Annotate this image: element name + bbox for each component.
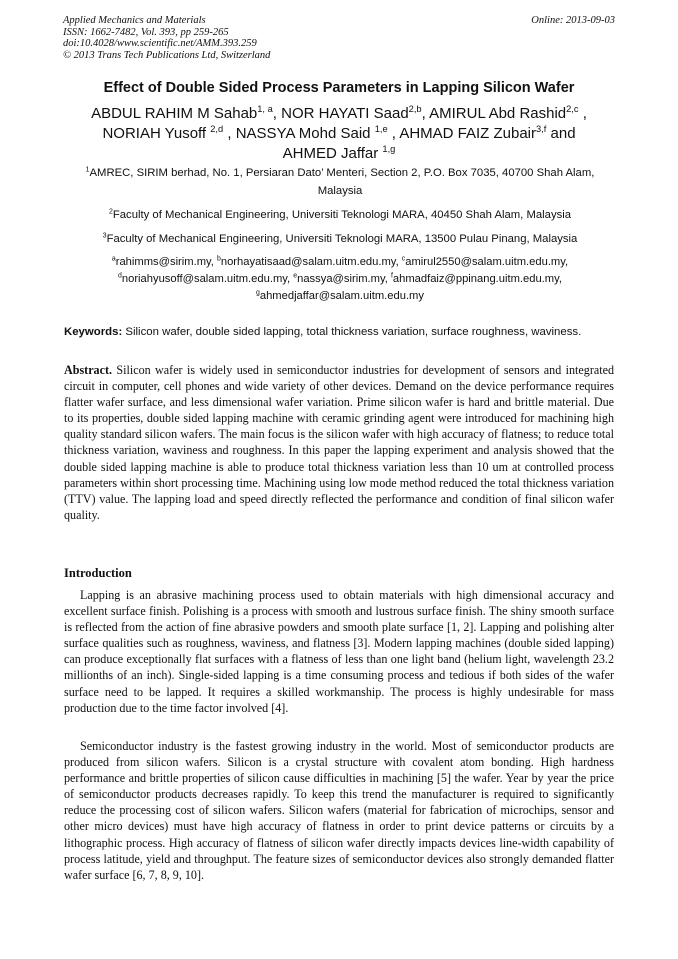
affiliation-text: AMREC, SIRIM berhad, No. 1, Persiaran Dato’ Menteri, Section 2, P.O. Box 7035, 40700 Shah Alam, Malaysia: [89, 167, 595, 197]
paper-title: Effect of Double Sided Process Parameters in Lapping Silicon Wafer: [103, 80, 575, 96]
email-mark: b: [217, 255, 221, 263]
author-affiliation-mark: 2,d: [210, 123, 224, 134]
author-name: NORIAH Yusoff: [102, 125, 211, 142]
email-mark: e: [293, 272, 298, 280]
affiliation-1: [64, 165, 616, 200]
author-name: NASSYA Mohd Said: [235, 125, 375, 142]
author-affiliation-mark: 3,f: [536, 123, 547, 134]
keywords-label: Keywords:: [64, 326, 123, 338]
affiliation-mark: 3: [102, 232, 107, 240]
email-address[interactable]: rahimms@sirim.my: [115, 256, 211, 268]
author-separator: ,: [223, 125, 236, 142]
affiliation-text: Faculty of Mechanical Engineering, Universiti Teknologi MARA, 40450 Shah Alam, Malaysia: [112, 209, 572, 221]
affiliation-mark: 2: [108, 208, 113, 216]
section-heading-introduction: Introduction: [64, 566, 132, 580]
email-address[interactable]: ahmedjaffar@salam.uitm.edu.my: [259, 290, 424, 302]
email-address[interactable]: noriahyusoff@salam.uitm.edu.my: [121, 273, 288, 285]
author-name: AHMED Jaffar: [282, 145, 383, 162]
issn-line: ISSN: 1662-7482, Vol. 393, pp 259-265: [63, 26, 229, 38]
author-separator: and: [546, 125, 576, 142]
author-affiliation-mark: 1, a: [257, 103, 273, 114]
email-mark: g: [256, 289, 260, 297]
author-affiliation-mark: 2,c: [566, 103, 579, 114]
email-separator: ,: [395, 256, 402, 268]
author-separator: ,: [578, 105, 587, 122]
email-separator: ,: [565, 256, 569, 268]
email-separator: ,: [287, 273, 294, 285]
email-address[interactable]: nassya@sirim.my: [297, 273, 385, 285]
affiliation-2: [64, 207, 616, 225]
doi-line: doi:10.4028/www.scientific.net/AMM.393.259: [63, 38, 257, 50]
author-affiliation-mark: 1,e: [374, 123, 388, 134]
abstract: [64, 362, 614, 523]
introduction-paragraph-1: Lapping is an abrasive machining process used to obtain materials with high dimensional accuracy and excellent surface finish. Polishing is a process with smooth and lustrous surface finish. The shiny smooth surface is reflected from the action of fine abrasive powders and smooth plate surface [1, 2]. Lapping and polishing alter surface qualities such as roughness, waviness, and flatness [3]. Modern lapping machines (double sided lapping) can produce exceptionally flat surfaces with a flatness of less than one light band (helium light, wavelength 23.2 millionths of an inch). Single-sided lapping is a time consuming process and tedious if both sides of the wafer surface need to be lapped. It requires a skilled workmanship. The process is highly undesirable for mass production due to the time factor involved [4].: [64, 588, 614, 715]
author-separator: ,: [387, 125, 400, 142]
author-separator: ,: [272, 105, 282, 122]
email-separator: ,: [558, 273, 562, 285]
author-name: ABDUL RAHIM M Sahab: [91, 105, 258, 122]
email-address[interactable]: norhayatisaad@salam.uitm.edu.my: [220, 256, 396, 268]
journal-name: Applied Mechanics and Materials: [63, 15, 206, 26]
abstract-label: Abstract.: [64, 363, 113, 377]
email-mark: d: [118, 272, 122, 280]
keywords-text: Silicon wafer, double sided lapping, total thickness variation, surface roughness, waviness.: [122, 326, 582, 338]
affiliation-3: [64, 231, 616, 249]
keywords: [64, 324, 614, 341]
email-mark: c: [401, 255, 406, 263]
introduction-paragraph-2: Semiconductor industry is the fastest growing industry in the world. Most of semiconductor products are produced from silicon wafers. Silicon is a crystal structure with covalent atom bonding. High hardness performance and brittle properties of silicon cause difficulties in machining [5] the wafer. Year by year the price of semiconductor products decreases rapidly. To keep this trend the manufacturer is required to significantly reduce the processing cost of silicon wafers. Silicon wafers (material for fabrication of microchips, sensor and other micro devices) must have high accuracy of flatness in order to print device patterns or circuits by a lithographic process. High accuracy of flatness of silicon wafer directly impacts devices line-width capability of process latitude, yield and throughput. The feature sizes of semiconductor devices also strongly demanded flatter wafer surface [6, 7, 8, 9, 10].: [64, 739, 614, 882]
email-list: [64, 254, 616, 305]
email-mark: a: [111, 255, 116, 263]
email-address[interactable]: amirul2550@salam.uitm.edu.my: [405, 256, 566, 268]
affiliation-mark: 1: [85, 166, 90, 174]
author-affiliation-mark: 1,g: [382, 143, 396, 154]
affiliation-text: Faculty of Mechanical Engineering, Universiti Teknologi MARA, 13500 Pulau Pinang, Malaysia: [106, 233, 578, 245]
author-affiliation-mark: 2,b: [408, 103, 422, 114]
journal-header: [63, 15, 270, 61]
email-address[interactable]: ahmadfaiz@ppinang.uitm.edu.my: [392, 273, 559, 285]
email-separator: ,: [384, 273, 391, 285]
email-mark: f: [390, 272, 393, 280]
email-separator: ,: [210, 256, 217, 268]
author-name: AMIRUL Abd Rashid: [429, 105, 567, 122]
author-name: AHMAD FAIZ Zubair: [399, 125, 537, 142]
author-name: NOR HAYATI Saad: [281, 105, 409, 122]
author-list: [58, 104, 620, 164]
online-date: Online: 2013-09-03: [531, 15, 615, 26]
copyright-line: © 2013 Trans Tech Publications Ltd, Switzerland: [63, 49, 271, 61]
author-separator: ,: [421, 105, 430, 122]
abstract-text: Silicon wafer is widely used in semiconductor industries for development of sensors and integrated circuit in computer, cell phones and wide variety of other devices. Demand on the device performance requires flatter wafer surface, and less dimensional wafer variation. Prime silicon wafer is hard and brittle material. Due to its properties, double sided lapping machine with ceramic grinding agent were introduced for machining high quality standard silicon wafers. The main focus is the silicon wafer with high accuracy of flatness; to reduce total thickness variation, waviness and roughness. In this paper the lapping experiment and analysis showed that the double sided lapping machine is able to produce total thickness variation less than 10 um at controlled process parameters within short processing time. Machining using low mode method reduced the total thickness variation (TTV) value. The lapping load and speed directly reflected the performance and condition of final silicon wafer quality.: [64, 363, 614, 522]
